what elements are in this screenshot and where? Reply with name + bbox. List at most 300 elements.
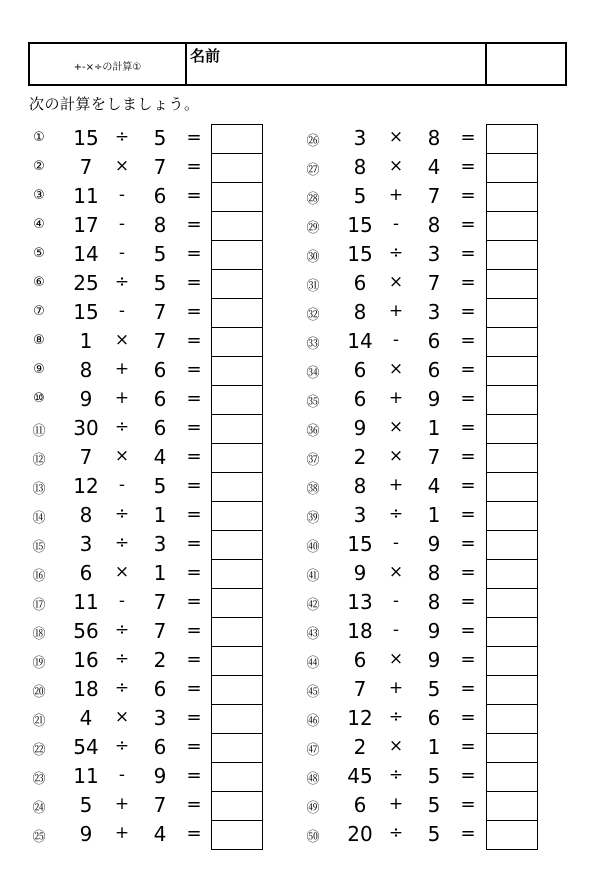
first-operand: 13 xyxy=(347,590,373,614)
second-operand: 8 xyxy=(427,126,441,150)
equals-sign: = xyxy=(460,359,476,380)
problem-row xyxy=(302,530,592,559)
second-operand: 5 xyxy=(427,793,441,817)
equals-sign: = xyxy=(460,504,476,525)
first-operand: 7 xyxy=(353,677,367,701)
problem-number: ⑨ xyxy=(33,362,45,377)
second-operand: 7 xyxy=(153,590,167,614)
operator: ÷ xyxy=(114,620,130,640)
problem-number: ㉞ xyxy=(306,366,320,381)
second-operand: 2 xyxy=(153,648,167,672)
problem-row xyxy=(28,327,318,356)
equals-sign: = xyxy=(186,214,202,235)
problem-row xyxy=(28,646,318,675)
equals-sign: = xyxy=(460,707,476,728)
first-operand: 15 xyxy=(73,300,99,324)
second-operand: 7 xyxy=(427,271,441,295)
operator: × xyxy=(114,156,130,176)
operator: ÷ xyxy=(388,823,404,843)
operator: - xyxy=(392,533,400,553)
operator: ÷ xyxy=(114,533,130,553)
problem-row xyxy=(302,704,592,733)
problem-number: ㊺ xyxy=(306,685,320,700)
second-operand: 5 xyxy=(153,126,167,150)
problem-number: ⑰ xyxy=(32,598,46,613)
second-operand: 7 xyxy=(153,329,167,353)
problem-number: ㉕ xyxy=(32,830,46,845)
first-operand: 6 xyxy=(353,358,367,382)
first-operand: 12 xyxy=(73,474,99,498)
answer-box[interactable] xyxy=(487,183,537,212)
problem-number: ㊹ xyxy=(306,656,320,671)
second-operand: 9 xyxy=(427,387,441,411)
equals-sign: = xyxy=(186,504,202,525)
second-operand: 1 xyxy=(427,416,441,440)
worksheet-title: +-×÷の計算① xyxy=(73,62,142,73)
equals-sign: = xyxy=(186,562,202,583)
equals-sign: = xyxy=(460,301,476,322)
operator: × xyxy=(388,127,404,147)
name-cell[interactable] xyxy=(187,44,487,84)
first-operand: 8 xyxy=(79,503,93,527)
problem-number: ⑲ xyxy=(32,656,46,671)
problem-number: ㉘ xyxy=(306,192,320,207)
problem-number: ② xyxy=(33,159,45,174)
first-operand: 5 xyxy=(353,184,367,208)
answer-box[interactable] xyxy=(212,386,262,415)
first-operand: 16 xyxy=(73,648,99,672)
operator: + xyxy=(388,678,404,698)
problem-row xyxy=(302,298,592,327)
problem-row xyxy=(302,356,592,385)
problem-number: ⑫ xyxy=(32,453,46,468)
answer-box[interactable] xyxy=(487,328,537,357)
second-operand: 8 xyxy=(427,561,441,585)
answer-box[interactable] xyxy=(487,531,537,560)
first-operand: 15 xyxy=(347,242,373,266)
second-operand: 6 xyxy=(427,329,441,353)
equals-sign: = xyxy=(186,156,202,177)
worksheet-title-cell xyxy=(30,44,187,84)
second-operand: 9 xyxy=(427,619,441,643)
problem-number: ㊵ xyxy=(306,540,320,555)
second-operand: 6 xyxy=(153,184,167,208)
operator: - xyxy=(118,185,126,205)
operator: × xyxy=(388,272,404,292)
first-operand: 11 xyxy=(73,184,99,208)
equals-sign: = xyxy=(186,591,202,612)
answer-box[interactable] xyxy=(487,705,537,734)
operator: × xyxy=(114,707,130,727)
second-operand: 3 xyxy=(153,706,167,730)
first-operand: 30 xyxy=(73,416,99,440)
answer-box[interactable] xyxy=(487,734,537,763)
problem-row xyxy=(302,820,592,849)
answer-box[interactable] xyxy=(212,531,262,560)
second-operand: 5 xyxy=(427,677,441,701)
first-operand: 8 xyxy=(79,358,93,382)
problem-row xyxy=(28,501,318,530)
answer-box[interactable] xyxy=(487,763,537,792)
operator: + xyxy=(388,475,404,495)
second-operand: 7 xyxy=(427,445,441,469)
first-operand: 18 xyxy=(73,677,99,701)
problem-number: ㉚ xyxy=(306,250,320,265)
problem-number: ㉗ xyxy=(306,163,320,178)
problem-row xyxy=(302,124,592,153)
operator: - xyxy=(118,591,126,611)
answer-box[interactable] xyxy=(487,270,537,299)
problem-number: ⑭ xyxy=(32,511,46,526)
problem-row xyxy=(302,240,592,269)
equals-sign: = xyxy=(460,823,476,844)
second-operand: 3 xyxy=(153,532,167,556)
problem-row xyxy=(302,791,592,820)
problem-number: ㊼ xyxy=(306,743,320,758)
answer-box[interactable] xyxy=(487,125,537,154)
first-operand: 11 xyxy=(73,590,99,614)
answer-box[interactable] xyxy=(212,821,262,850)
problem-number: ㉜ xyxy=(306,308,320,323)
problem-number: ㊻ xyxy=(306,714,320,729)
operator: ÷ xyxy=(388,243,404,263)
answer-box[interactable] xyxy=(487,357,537,386)
answer-box[interactable] xyxy=(487,299,537,328)
equals-sign: = xyxy=(460,243,476,264)
answer-column-left xyxy=(211,124,263,850)
problem-number: ㉙ xyxy=(306,221,320,236)
operator: - xyxy=(118,475,126,495)
operator: + xyxy=(114,794,130,814)
second-operand: 5 xyxy=(153,271,167,295)
equals-sign: = xyxy=(460,330,476,351)
answer-box[interactable] xyxy=(212,473,262,502)
problem-row xyxy=(302,211,592,240)
second-operand: 6 xyxy=(153,677,167,701)
answer-box[interactable] xyxy=(212,676,262,705)
equals-sign: = xyxy=(186,272,202,293)
first-operand: 56 xyxy=(73,619,99,643)
second-operand: 5 xyxy=(153,474,167,498)
first-operand: 15 xyxy=(347,213,373,237)
operator: - xyxy=(118,243,126,263)
first-operand: 2 xyxy=(353,735,367,759)
equals-sign: = xyxy=(460,272,476,293)
equals-sign: = xyxy=(186,533,202,554)
equals-sign: = xyxy=(460,475,476,496)
operator: × xyxy=(114,330,130,350)
second-operand: 7 xyxy=(153,155,167,179)
first-operand: 6 xyxy=(353,271,367,295)
second-operand: 6 xyxy=(153,735,167,759)
equals-sign: = xyxy=(186,127,202,148)
operator: ÷ xyxy=(388,707,404,727)
problem-number: ⑦ xyxy=(33,304,45,319)
second-operand: 5 xyxy=(427,822,441,846)
problem-row xyxy=(302,675,592,704)
equals-sign: = xyxy=(186,359,202,380)
first-operand: 9 xyxy=(79,822,93,846)
second-operand: 6 xyxy=(153,358,167,382)
problem-number: ⑧ xyxy=(33,333,45,348)
second-operand: 6 xyxy=(427,358,441,382)
problem-row xyxy=(302,646,592,675)
problem-number: ⑩ xyxy=(33,391,45,406)
first-operand: 9 xyxy=(79,387,93,411)
worksheet-header xyxy=(28,42,567,86)
equals-sign: = xyxy=(186,185,202,206)
answer-box[interactable] xyxy=(212,183,262,212)
operator: - xyxy=(392,620,400,640)
problem-number: ⑱ xyxy=(32,627,46,642)
problem-row xyxy=(302,588,592,617)
instruction-text: 次の計算をしましょう。 xyxy=(29,95,200,113)
problem-number: ㉑ xyxy=(32,714,46,729)
answer-box[interactable] xyxy=(212,299,262,328)
first-operand: 2 xyxy=(353,445,367,469)
problem-column-left xyxy=(28,124,318,849)
answer-box[interactable] xyxy=(212,212,262,241)
problem-row xyxy=(302,269,592,298)
problem-number: ⑥ xyxy=(33,275,45,290)
first-operand: 20 xyxy=(347,822,373,846)
answer-box[interactable] xyxy=(487,821,537,850)
answer-box[interactable] xyxy=(487,415,537,444)
equals-sign: = xyxy=(460,562,476,583)
equals-sign: = xyxy=(186,765,202,786)
problem-number: ㉒ xyxy=(32,743,46,758)
operator: ÷ xyxy=(114,272,130,292)
operator: × xyxy=(114,562,130,582)
equals-sign: = xyxy=(460,794,476,815)
problem-number: ⑪ xyxy=(32,424,46,439)
first-operand: 14 xyxy=(347,329,373,353)
problem-row xyxy=(302,153,592,182)
operator: - xyxy=(392,330,400,350)
equals-sign: = xyxy=(460,678,476,699)
answer-box[interactable] xyxy=(212,618,262,647)
operator: + xyxy=(114,823,130,843)
first-operand: 17 xyxy=(73,213,99,237)
operator: - xyxy=(118,765,126,785)
second-operand: 4 xyxy=(153,822,167,846)
equals-sign: = xyxy=(460,649,476,670)
first-operand: 3 xyxy=(79,532,93,556)
second-operand: 8 xyxy=(153,213,167,237)
second-operand: 5 xyxy=(427,764,441,788)
problem-number: ㊶ xyxy=(306,569,320,584)
first-operand: 8 xyxy=(353,300,367,324)
answer-column-right xyxy=(486,124,538,850)
problem-number: ① xyxy=(33,130,45,145)
problem-number: ㊴ xyxy=(306,511,320,526)
operator: × xyxy=(388,156,404,176)
answer-box[interactable] xyxy=(212,792,262,821)
problem-row xyxy=(302,762,592,791)
header-extra-cell xyxy=(487,44,565,84)
problem-row xyxy=(28,704,318,733)
first-operand: 7 xyxy=(79,445,93,469)
first-operand: 54 xyxy=(73,735,99,759)
equals-sign: = xyxy=(460,591,476,612)
problem-number: ㉛ xyxy=(306,279,320,294)
equals-sign: = xyxy=(460,533,476,554)
answer-box[interactable] xyxy=(487,676,537,705)
problem-number: ㉖ xyxy=(306,134,320,149)
equals-sign: = xyxy=(460,446,476,467)
answer-box[interactable] xyxy=(212,589,262,618)
problem-row xyxy=(28,153,318,182)
second-operand: 8 xyxy=(427,213,441,237)
operator: + xyxy=(388,301,404,321)
problem-row xyxy=(302,501,592,530)
operator: × xyxy=(388,446,404,466)
problem-number: ⑯ xyxy=(32,569,46,584)
answer-box[interactable] xyxy=(487,618,537,647)
problem-row xyxy=(302,472,592,501)
problem-number: ㊽ xyxy=(306,772,320,787)
equals-sign: = xyxy=(186,243,202,264)
problem-number: ㊱ xyxy=(306,424,320,439)
operator: - xyxy=(118,301,126,321)
second-operand: 7 xyxy=(153,793,167,817)
answer-box[interactable] xyxy=(212,125,262,154)
operator: + xyxy=(388,794,404,814)
problem-row xyxy=(302,414,592,443)
problem-number: ㊿ xyxy=(306,830,320,845)
problem-row xyxy=(302,385,592,414)
equals-sign: = xyxy=(186,823,202,844)
equals-sign: = xyxy=(460,156,476,177)
answer-box[interactable] xyxy=(212,444,262,473)
first-operand: 15 xyxy=(73,126,99,150)
answer-box[interactable] xyxy=(212,647,262,676)
problem-row xyxy=(302,733,592,762)
problem-number: ⑳ xyxy=(32,685,46,700)
answer-box[interactable] xyxy=(487,154,537,183)
answer-box[interactable] xyxy=(487,647,537,676)
operator: ÷ xyxy=(114,649,130,669)
problem-row xyxy=(28,588,318,617)
answer-box[interactable] xyxy=(487,386,537,415)
operator: ÷ xyxy=(114,678,130,698)
problem-row xyxy=(28,472,318,501)
equals-sign: = xyxy=(460,388,476,409)
problem-number: ③ xyxy=(33,188,45,203)
first-operand: 8 xyxy=(353,155,367,179)
operator: ÷ xyxy=(114,736,130,756)
answer-box[interactable] xyxy=(487,241,537,270)
operator: - xyxy=(392,591,400,611)
second-operand: 1 xyxy=(427,735,441,759)
problem-row xyxy=(28,530,318,559)
problem-number: ㉝ xyxy=(306,337,320,352)
operator: + xyxy=(388,185,404,205)
answer-box[interactable] xyxy=(212,328,262,357)
operator: ÷ xyxy=(114,417,130,437)
second-operand: 5 xyxy=(153,242,167,266)
first-operand: 18 xyxy=(347,619,373,643)
second-operand: 6 xyxy=(153,416,167,440)
problem-row xyxy=(302,617,592,646)
answer-box[interactable] xyxy=(212,502,262,531)
answer-box[interactable] xyxy=(487,473,537,502)
second-operand: 3 xyxy=(427,300,441,324)
answer-box[interactable] xyxy=(487,502,537,531)
equals-sign: = xyxy=(186,446,202,467)
equals-sign: = xyxy=(186,707,202,728)
problem-number: ㉔ xyxy=(32,801,46,816)
problem-number: ⑬ xyxy=(32,482,46,497)
answer-box[interactable] xyxy=(212,734,262,763)
equals-sign: = xyxy=(186,794,202,815)
answer-box[interactable] xyxy=(212,154,262,183)
equals-sign: = xyxy=(186,301,202,322)
answer-box[interactable] xyxy=(212,270,262,299)
answer-box[interactable] xyxy=(212,241,262,270)
problem-number: ㉓ xyxy=(32,772,46,787)
answer-box[interactable] xyxy=(212,705,262,734)
operator: - xyxy=(118,214,126,234)
answer-box[interactable] xyxy=(487,589,537,618)
operator: ÷ xyxy=(388,504,404,524)
operator: - xyxy=(392,214,400,234)
first-operand: 6 xyxy=(353,387,367,411)
problem-number: ⑤ xyxy=(33,246,45,261)
first-operand: 3 xyxy=(353,503,367,527)
problem-column-right xyxy=(302,124,592,849)
equals-sign: = xyxy=(186,475,202,496)
second-operand: 1 xyxy=(153,561,167,585)
problem-number: ㊸ xyxy=(306,627,320,642)
answer-box[interactable] xyxy=(487,560,537,589)
problem-row xyxy=(28,385,318,414)
operator: × xyxy=(388,649,404,669)
first-operand: 6 xyxy=(353,793,367,817)
operator: + xyxy=(388,388,404,408)
first-operand: 7 xyxy=(79,155,93,179)
equals-sign: = xyxy=(186,417,202,438)
problem-number: ㊲ xyxy=(306,453,320,468)
answer-box[interactable] xyxy=(487,444,537,473)
problem-row xyxy=(28,298,318,327)
problem-row xyxy=(28,820,318,849)
operator: × xyxy=(114,446,130,466)
problem-row xyxy=(302,182,592,211)
answer-box[interactable] xyxy=(212,415,262,444)
problem-row xyxy=(28,675,318,704)
problem-row xyxy=(28,617,318,646)
second-operand: 7 xyxy=(427,184,441,208)
equals-sign: = xyxy=(186,388,202,409)
first-operand: 4 xyxy=(79,706,93,730)
answer-box[interactable] xyxy=(487,212,537,241)
problem-row xyxy=(28,733,318,762)
second-operand: 4 xyxy=(153,445,167,469)
first-operand: 3 xyxy=(353,126,367,150)
answer-box[interactable] xyxy=(212,763,262,792)
first-operand: 11 xyxy=(73,764,99,788)
first-operand: 6 xyxy=(353,648,367,672)
first-operand: 5 xyxy=(79,793,93,817)
answer-box[interactable] xyxy=(212,357,262,386)
answer-box[interactable] xyxy=(487,792,537,821)
second-operand: 8 xyxy=(427,590,441,614)
problem-number: ㊳ xyxy=(306,482,320,497)
second-operand: 6 xyxy=(427,706,441,730)
answer-box[interactable] xyxy=(212,560,262,589)
first-operand: 14 xyxy=(73,242,99,266)
